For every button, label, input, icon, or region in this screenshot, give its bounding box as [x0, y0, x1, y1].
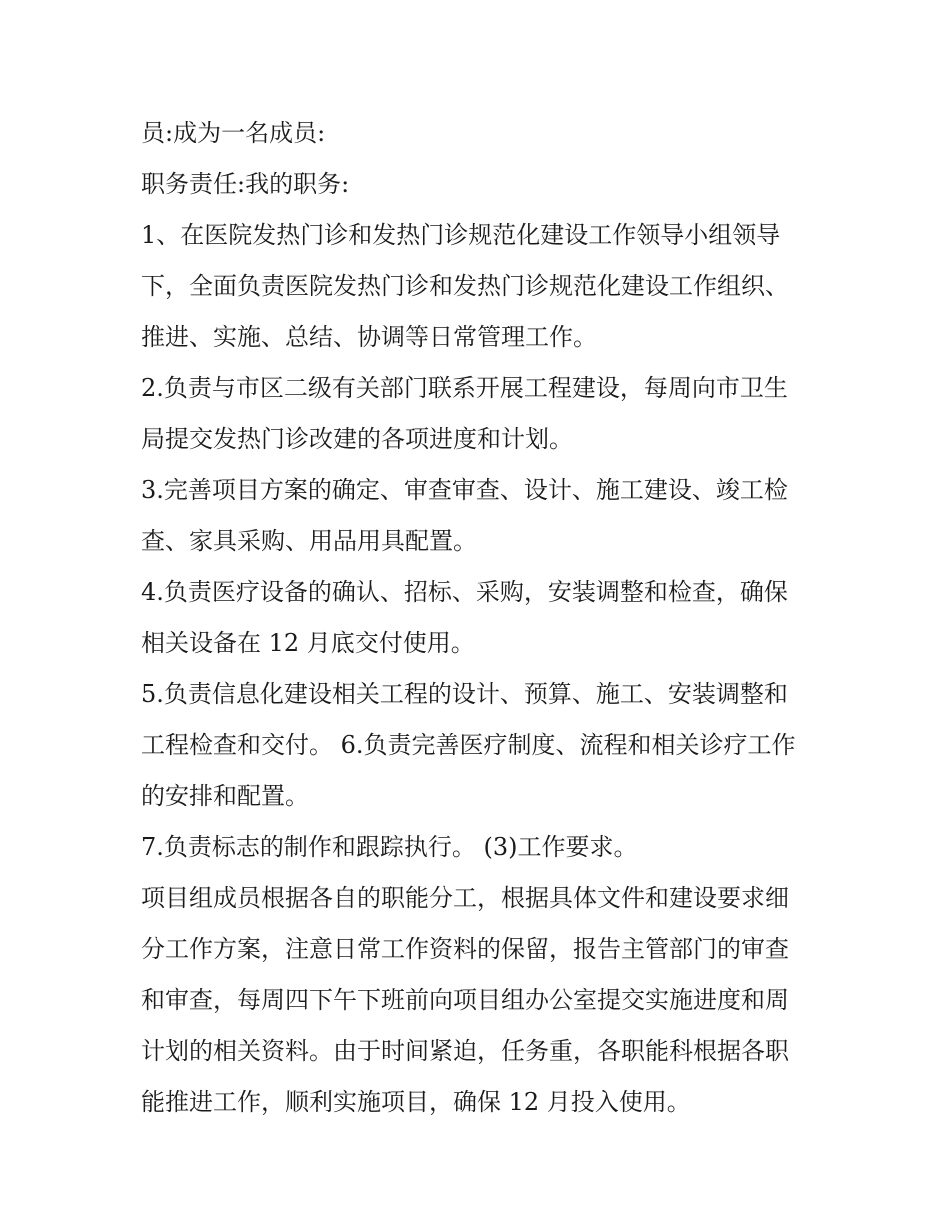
text-line: 局提交发热门诊改建的各项进度和计划。 — [141, 425, 573, 453]
text-line: 职务责任:我的职务: — [141, 170, 350, 198]
text-line: 7.负责标志的制作和跟踪执行。 (3)工作要求。 — [141, 833, 638, 861]
text-line: 能推进工作，顺利实施项目，确保 12 月投入使用。 — [141, 1088, 691, 1116]
text-line: 查、家具采购、用品用具配置。 — [141, 527, 477, 555]
text-line: 5.负责信息化建设相关工程的设计、预算、施工、安装调整和 — [141, 680, 788, 708]
text-line: 下，全面负责医院发热门诊和发热门诊规范化建设工作组织、 — [141, 272, 789, 300]
text-line: 2.负责与市区二级有关部门联系开展工程建设，每周向市卫生 — [141, 374, 788, 402]
text-line: 项目组成员根据各自的职能分工，根据具体文件和建设要求细 — [141, 884, 789, 912]
text-line: 相关设备在 12 月底交付使用。 — [141, 629, 475, 657]
text-line: 员:成为一名成员: — [141, 119, 326, 147]
text-line: 和审查，每周四下午下班前向项目组办公室提交实施进度和周 — [141, 986, 789, 1014]
text-line: 计划的相关资料。由于时间紧迫，任务重，各职能科根据各职 — [141, 1037, 789, 1065]
text-line: 1、在医院发热门诊和发热门诊规范化建设工作领导小组领导 — [141, 221, 781, 249]
document-body — [141, 108, 821, 1128]
text-line: 推进、实施、总结、协调等日常管理工作。 — [141, 323, 597, 351]
text-line: 工程检查和交付。 6.负责完善医疗制度、流程和相关诊疗工作 — [141, 731, 796, 759]
text-line: 的安排和配置。 — [141, 782, 309, 810]
text-line: 4.负责医疗设备的确认、招标、采购，安装调整和检查，确保 — [141, 578, 788, 606]
text-line: 3.完善项目方案的确定、审查审查、设计、施工建设、竣工检 — [141, 476, 788, 504]
text-line: 分工作方案，注意日常工作资料的保留，报告主管部门的审查 — [141, 935, 789, 963]
